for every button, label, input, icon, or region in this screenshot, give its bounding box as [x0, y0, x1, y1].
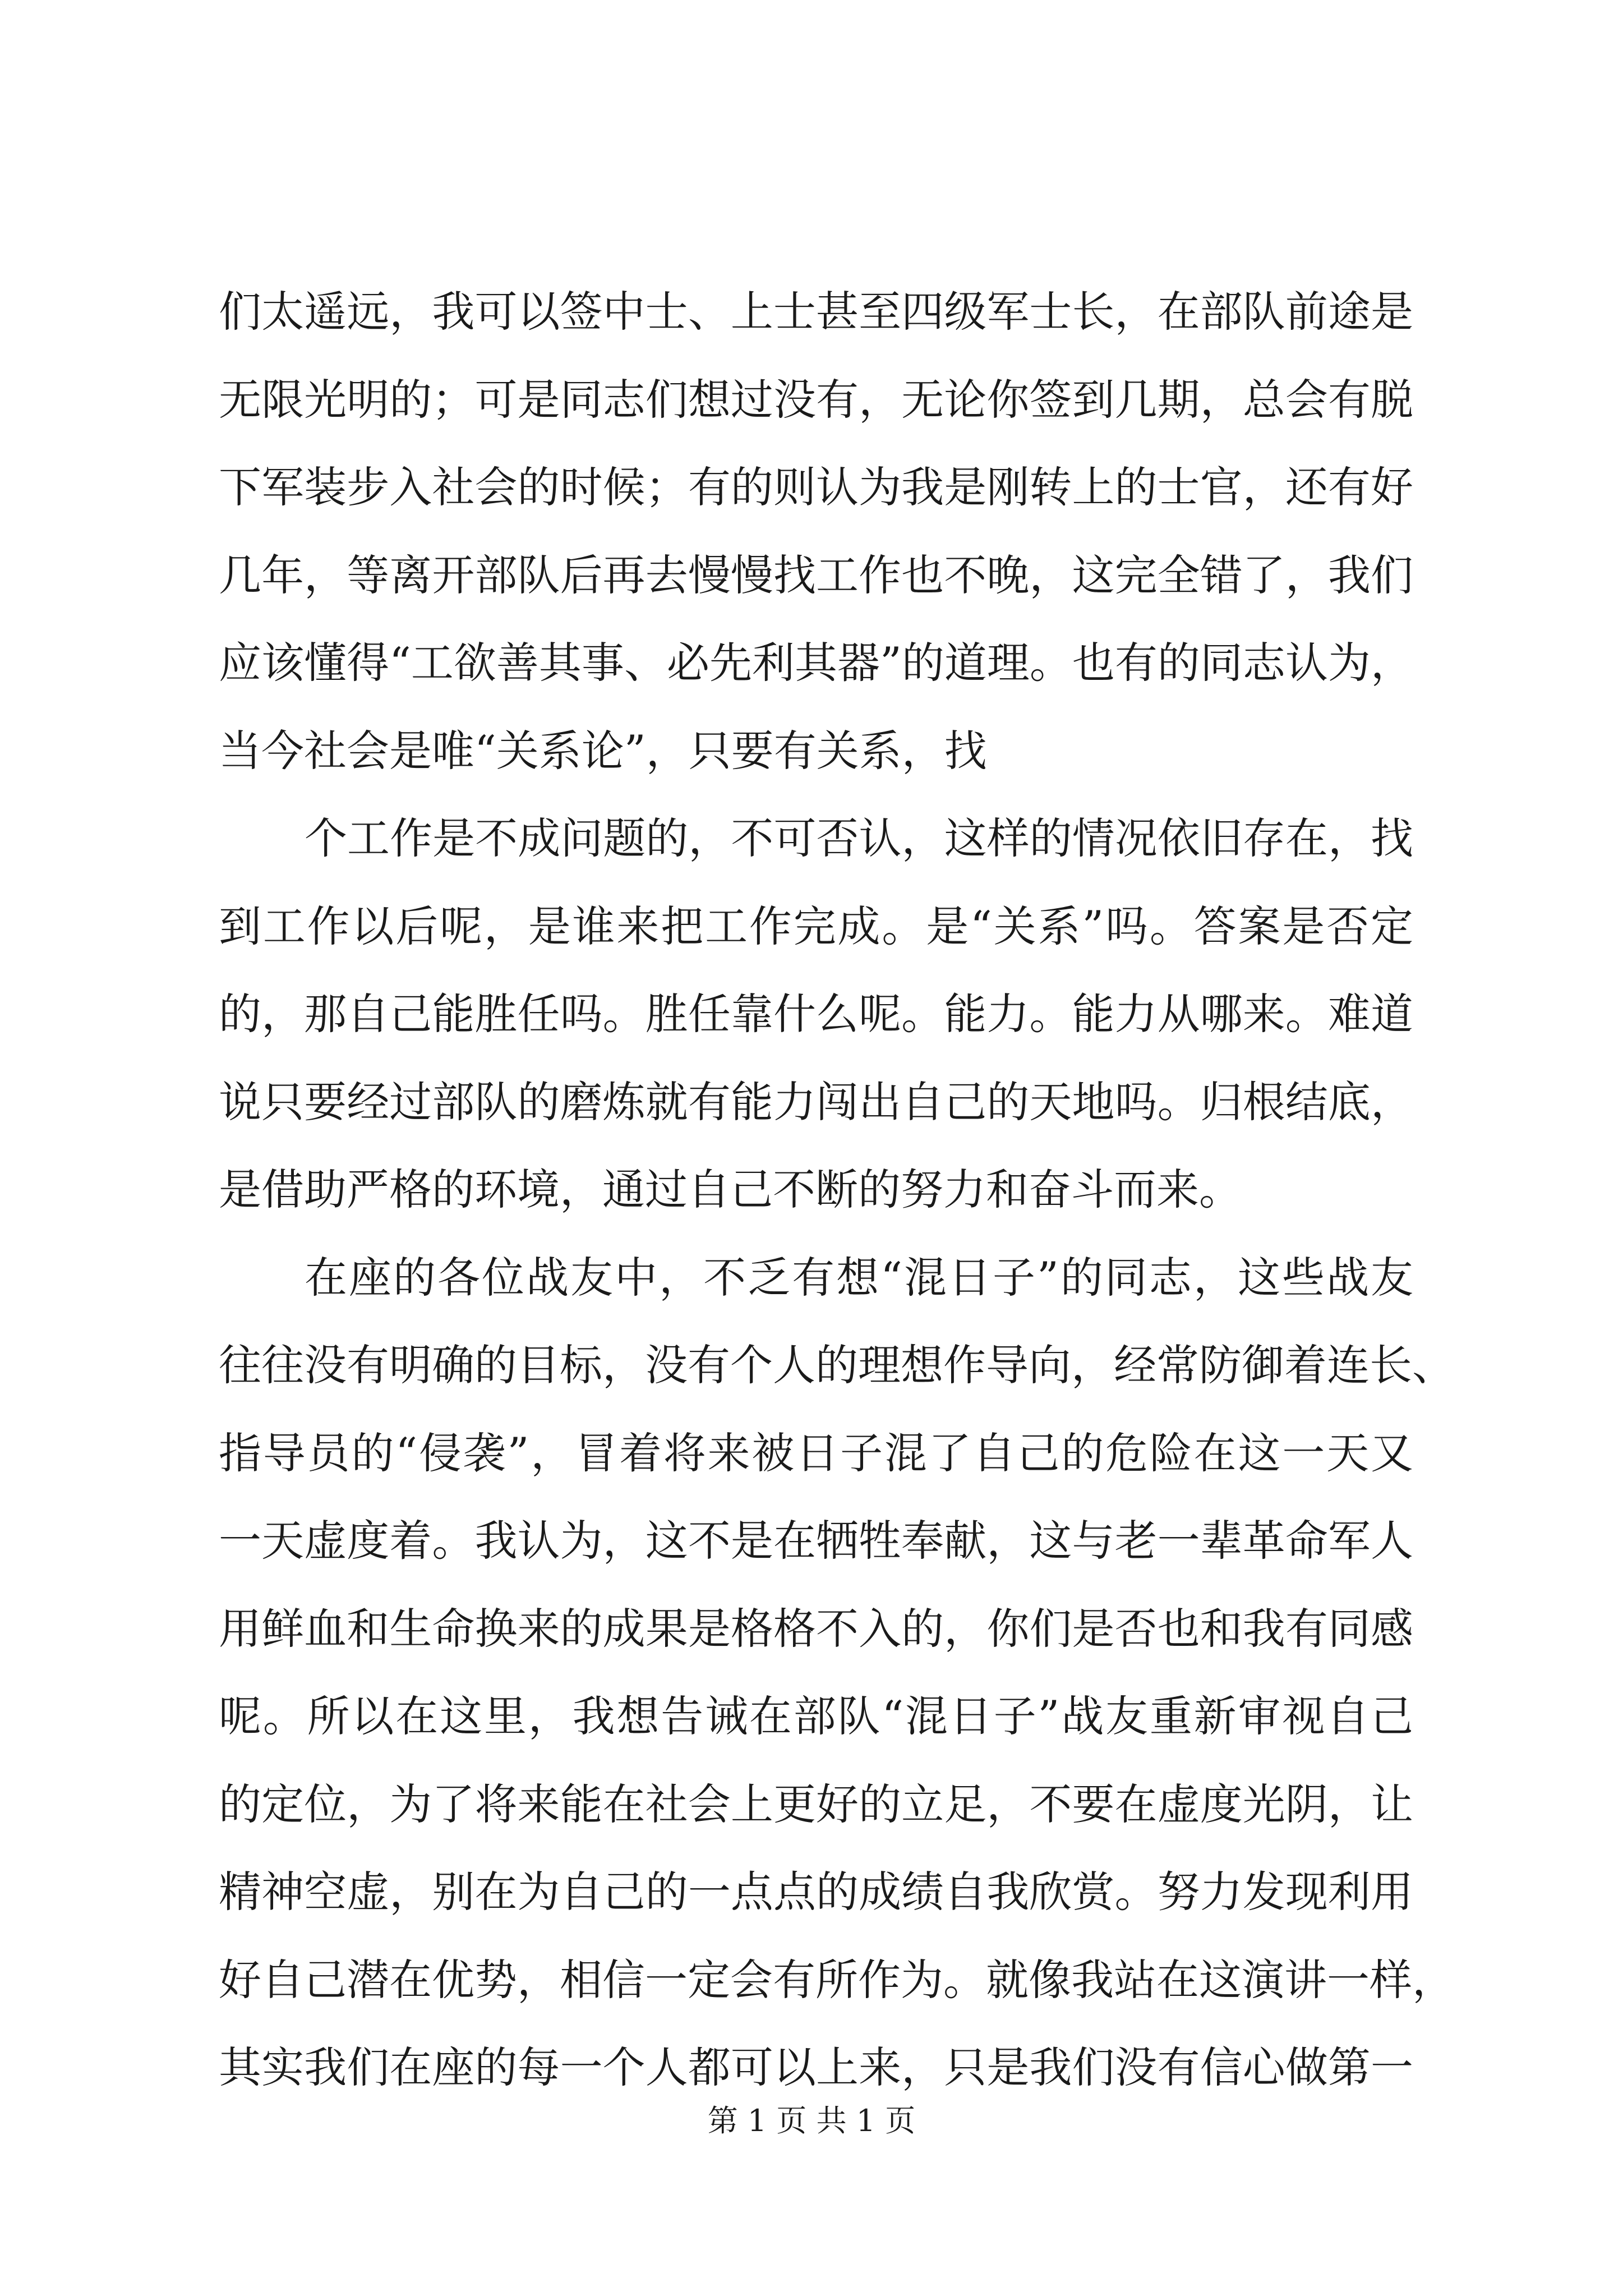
text-line-10: 说只要经过部队的磨炼就有能力闯出自己的天地吗。归根结底， [219, 1077, 1413, 1127]
text-line-18: 的定位，为了将来能在社会上更好的立足，不要在虚度光阴，让 [219, 1779, 1413, 1829]
text-line-11: 是借助严格的环境，通过自己不断的努力和奋斗而来。 [219, 1165, 1242, 1214]
text-line-20: 好自己潜在优势，相信一定会有所作为。就像我站在这演讲一样， [219, 1955, 1455, 2005]
text-line-3: 下军装步入社会的时候；有的则认为我是刚转上的士官，还有好 [219, 462, 1413, 512]
page-footer: 第 1 页 共 1 页 [707, 2103, 916, 2138]
text-line-1: 们太遥远，我可以签中士、上士甚至四级军士长，在部队前途是 [219, 287, 1413, 337]
text-line-16: 用鲜血和生命换来的成果是格格不入的，你们是否也和我有同感 [219, 1604, 1413, 1654]
text-line-21: 其实我们在座的每一个人都可以上来，只是我们没有信心做第一 [219, 2042, 1413, 2092]
text-line-8: 到工作以后呢，是谁来把工作完成。是“关系”吗。答案是否定 [219, 901, 1413, 951]
text-line-9: 的，那自己能胜任吗。胜任靠什么呢。能力。能力从哪来。难道 [219, 989, 1413, 1039]
text-line-7: 个工作是不成问题的，不可否认，这样的情况依旧存在，找 [305, 813, 1413, 863]
text-line-2: 无限光明的；可是同志们想过没有，无论你签到几期，总会有脱 [219, 375, 1413, 425]
text-line-19: 精神空虚，别在为自己的一点点的成绩自我欣赏。努力发现利用 [219, 1867, 1413, 1917]
text-line-6: 当今社会是唯“关系论”，只要有关系，找 [219, 726, 987, 776]
text-line-4: 几年，等离开部队后再去慢慢找工作也不晚，这完全错了，我们 [219, 550, 1413, 600]
text-line-15: 一天虚度着。我认为，这不是在牺牲奉献，这与老一辈革命军人 [219, 1516, 1413, 1566]
text-line-17: 呢。所以在这里，我想告诫在部队“混日子”战友重新审视自己 [219, 1691, 1413, 1741]
text-line-14: 指导员的“侵袭”，冒着将来被日子混了自己的危险在这一天又 [219, 1428, 1413, 1478]
text-line-5: 应该懂得“工欲善其事、必先利其器”的道理。也有的同志认为， [219, 638, 1413, 688]
text-line-12: 在座的各位战友中，不乏有想“混日子”的同志，这些战友 [305, 1253, 1413, 1303]
text-line-13: 往往没有明确的目标，没有个人的理想作导向，经常防御着连长、 [219, 1340, 1455, 1390]
